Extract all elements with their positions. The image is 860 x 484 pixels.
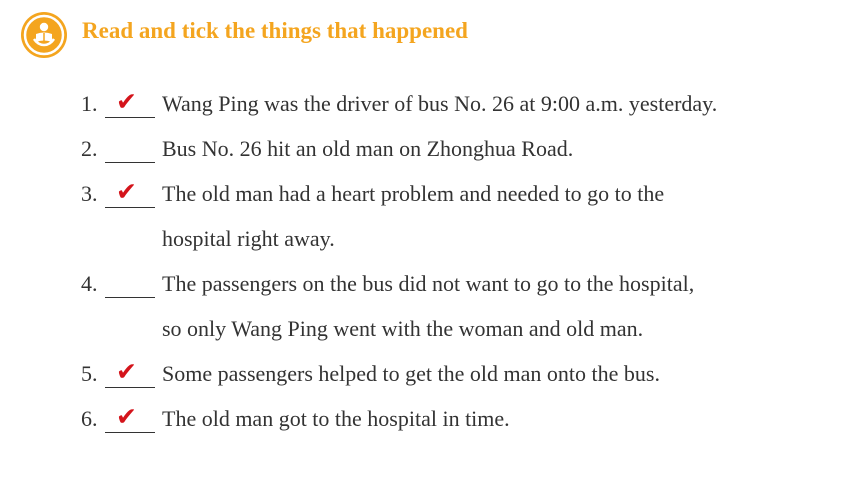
check-mark-icon: ✔ bbox=[116, 87, 137, 116]
answer-blank[interactable] bbox=[105, 87, 155, 118]
answer-blank[interactable] bbox=[105, 271, 155, 298]
statement-text: Bus No. 26 hit an old man on Zhonghua Road. bbox=[162, 136, 574, 161]
item-number: 2. bbox=[81, 136, 98, 161]
statement-text: The old man got to the hospital in time. bbox=[162, 406, 510, 431]
check-mark-icon: ✔ bbox=[116, 177, 137, 206]
statement-text-continued: so only Wang Ping went with the woman and old man. bbox=[162, 316, 644, 341]
statement-text: Some passengers helped to get the old man onto the bus. bbox=[162, 361, 660, 386]
item-number: 5. bbox=[81, 361, 98, 386]
answer-blank[interactable] bbox=[105, 402, 155, 433]
check-mark-icon: ✔ bbox=[116, 357, 137, 386]
answer-blank[interactable] bbox=[105, 136, 155, 163]
page-title: Read and tick the things that happened bbox=[82, 18, 468, 43]
answer-blank[interactable] bbox=[105, 357, 155, 388]
statement-text: Wang Ping was the driver of bus No. 26 at 9:00 a.m. yesterday. bbox=[162, 91, 718, 116]
answer-blank[interactable] bbox=[105, 177, 155, 208]
statement-text-continued: hospital right away. bbox=[162, 226, 335, 251]
statement-text: The passengers on the bus did not want to go to the hospital, bbox=[162, 271, 695, 296]
statement-text: The old man had a heart problem and needed to go to the bbox=[162, 181, 665, 206]
item-number: 4. bbox=[81, 271, 98, 296]
item-number: 3. bbox=[81, 181, 98, 206]
item-number: 6. bbox=[81, 406, 98, 431]
item-number: 1. bbox=[81, 91, 98, 116]
check-mark-icon: ✔ bbox=[116, 402, 137, 431]
